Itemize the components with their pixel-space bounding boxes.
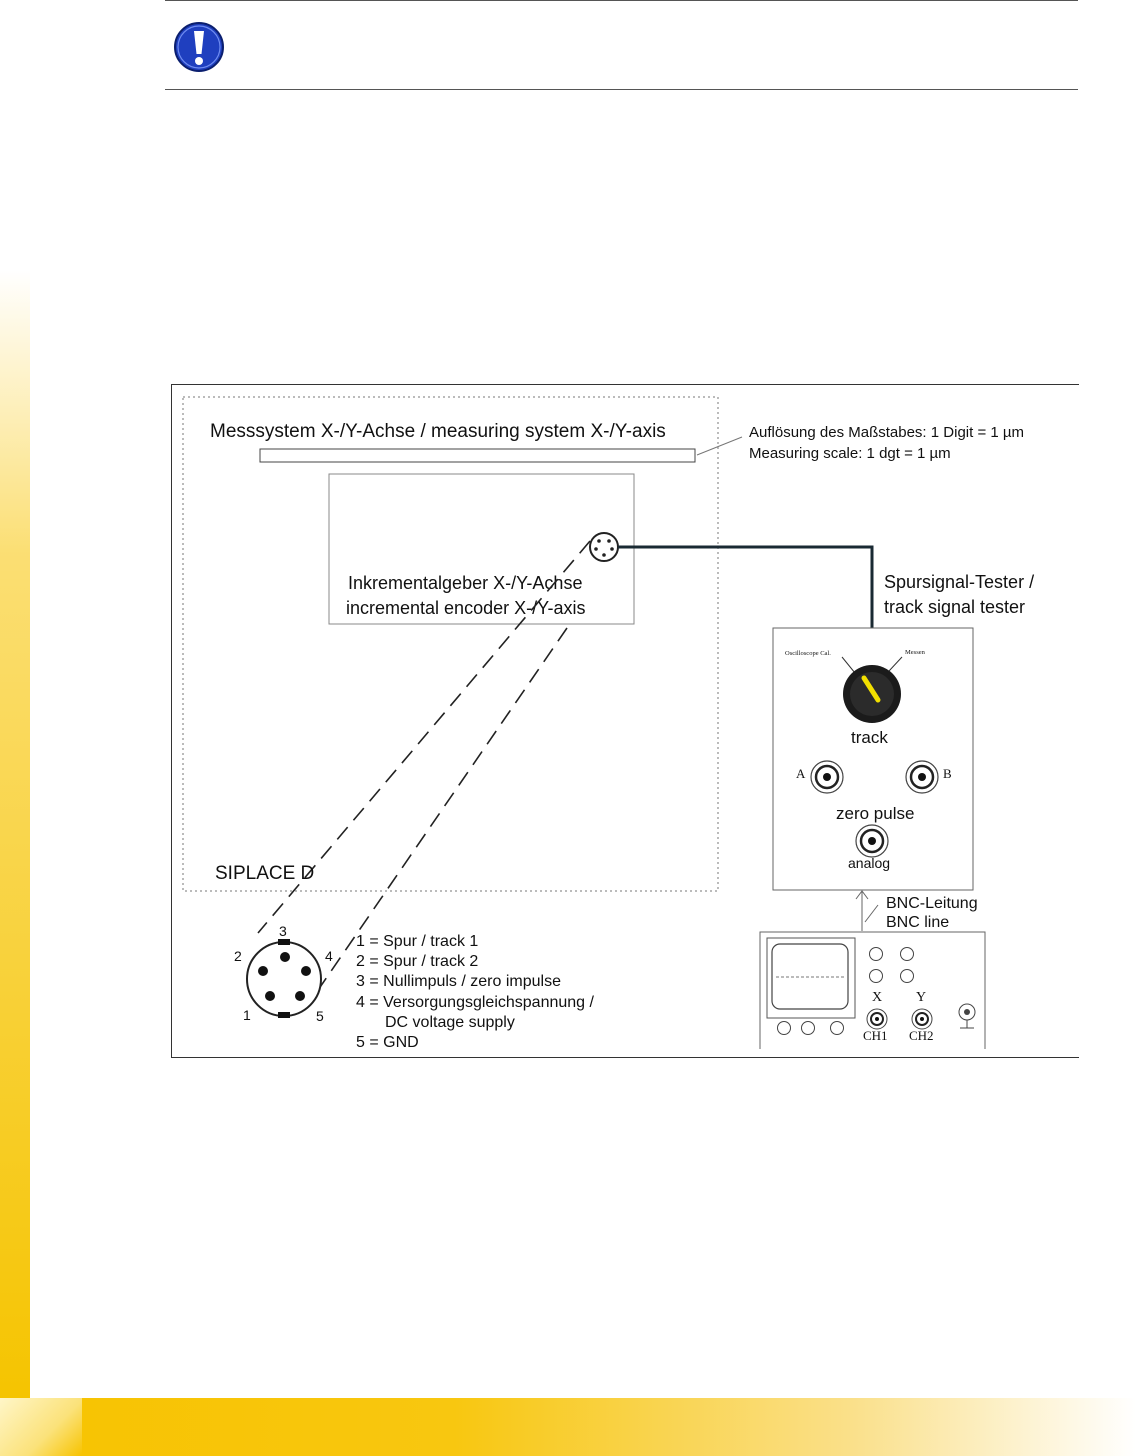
pin-3-label: 3	[279, 923, 287, 939]
tester-label-de: Spursignal-Tester /	[884, 572, 1035, 592]
track-selector-knob[interactable]	[843, 665, 901, 723]
bnc-socket-b[interactable]	[906, 761, 938, 793]
five-pin-connector	[247, 939, 321, 1018]
osc-ch2-socket[interactable]	[912, 1009, 932, 1029]
encoder-cable	[618, 547, 872, 628]
bnc-leader-line	[865, 905, 878, 922]
siplace-frame	[183, 397, 718, 891]
measuring-system-label: Messsystem X-/Y-Achse / measuring system X-/Y-axis	[210, 421, 666, 442]
pin-5-label: 5	[316, 1008, 324, 1024]
pin-4-label: 4	[325, 948, 333, 964]
bnc-socket-a[interactable]	[811, 761, 843, 793]
ground-terminal-icon	[959, 1004, 975, 1028]
page-footer-bar	[0, 1398, 1136, 1456]
resolution-en: Measuring scale: 1 dgt = 1 µm	[749, 445, 951, 462]
pin-1-label: 1	[243, 1007, 251, 1023]
osc-ch2-label: CH2	[909, 1028, 934, 1043]
pin-2-label: 2	[234, 948, 242, 964]
knob-right-label: Messen	[905, 649, 925, 656]
important-note-box	[165, 0, 1078, 90]
osc-y-label: Y	[916, 990, 927, 1005]
zero-pulse-label: zero pulse	[836, 804, 915, 823]
exclamation-icon	[173, 21, 225, 73]
osc-ch1-label: CH1	[863, 1028, 888, 1043]
page-side-bar	[0, 270, 30, 1400]
socket-a-label: A	[796, 766, 806, 781]
pin-legend-item: 4 = Versorgungsgleichspannung /	[356, 994, 594, 1011]
analog-label: analog	[848, 855, 891, 871]
footer-corner	[0, 1398, 82, 1456]
measuring-scale	[260, 449, 695, 462]
track-label: track	[851, 728, 888, 747]
bnc-label-en: BNC line	[886, 914, 950, 931]
encoder-test-diagram	[171, 384, 1079, 1058]
encoder-connector	[590, 533, 618, 561]
resolution-leader-line	[697, 437, 742, 455]
osc-x-label: X	[872, 990, 883, 1005]
resolution-de: Auflösung des Maßstabes: 1 Digit = 1 µm	[749, 424, 1025, 441]
bnc-socket-zero[interactable]	[856, 825, 888, 857]
tester-label-en: track signal tester	[884, 597, 1026, 617]
pin-legend-item: 3 = Nullimpuls / zero impulse	[356, 973, 561, 990]
knob-left-label: Oscilloscope Cal.	[785, 650, 831, 657]
osc-ch1-socket[interactable]	[867, 1009, 887, 1029]
socket-b-label: B	[943, 766, 952, 781]
siplace-label: SIPLACE D	[215, 863, 315, 884]
pin-legend-item: 5 = GND	[356, 1034, 419, 1051]
encoder-label-en: incremental encoder X-/Y-axis	[346, 598, 586, 618]
pin-legend-item: 1 = Spur / track 1	[356, 933, 479, 950]
pin-legend-item: 2 = Spur / track 2	[356, 953, 479, 970]
encoder-label-de: Inkrementalgeber X-/Y-Achse	[348, 573, 583, 593]
pin-legend-item: DC voltage supply	[385, 1014, 515, 1031]
bnc-label-de: BNC-Leitung	[886, 895, 978, 912]
diagram-canvas	[172, 385, 1080, 1059]
